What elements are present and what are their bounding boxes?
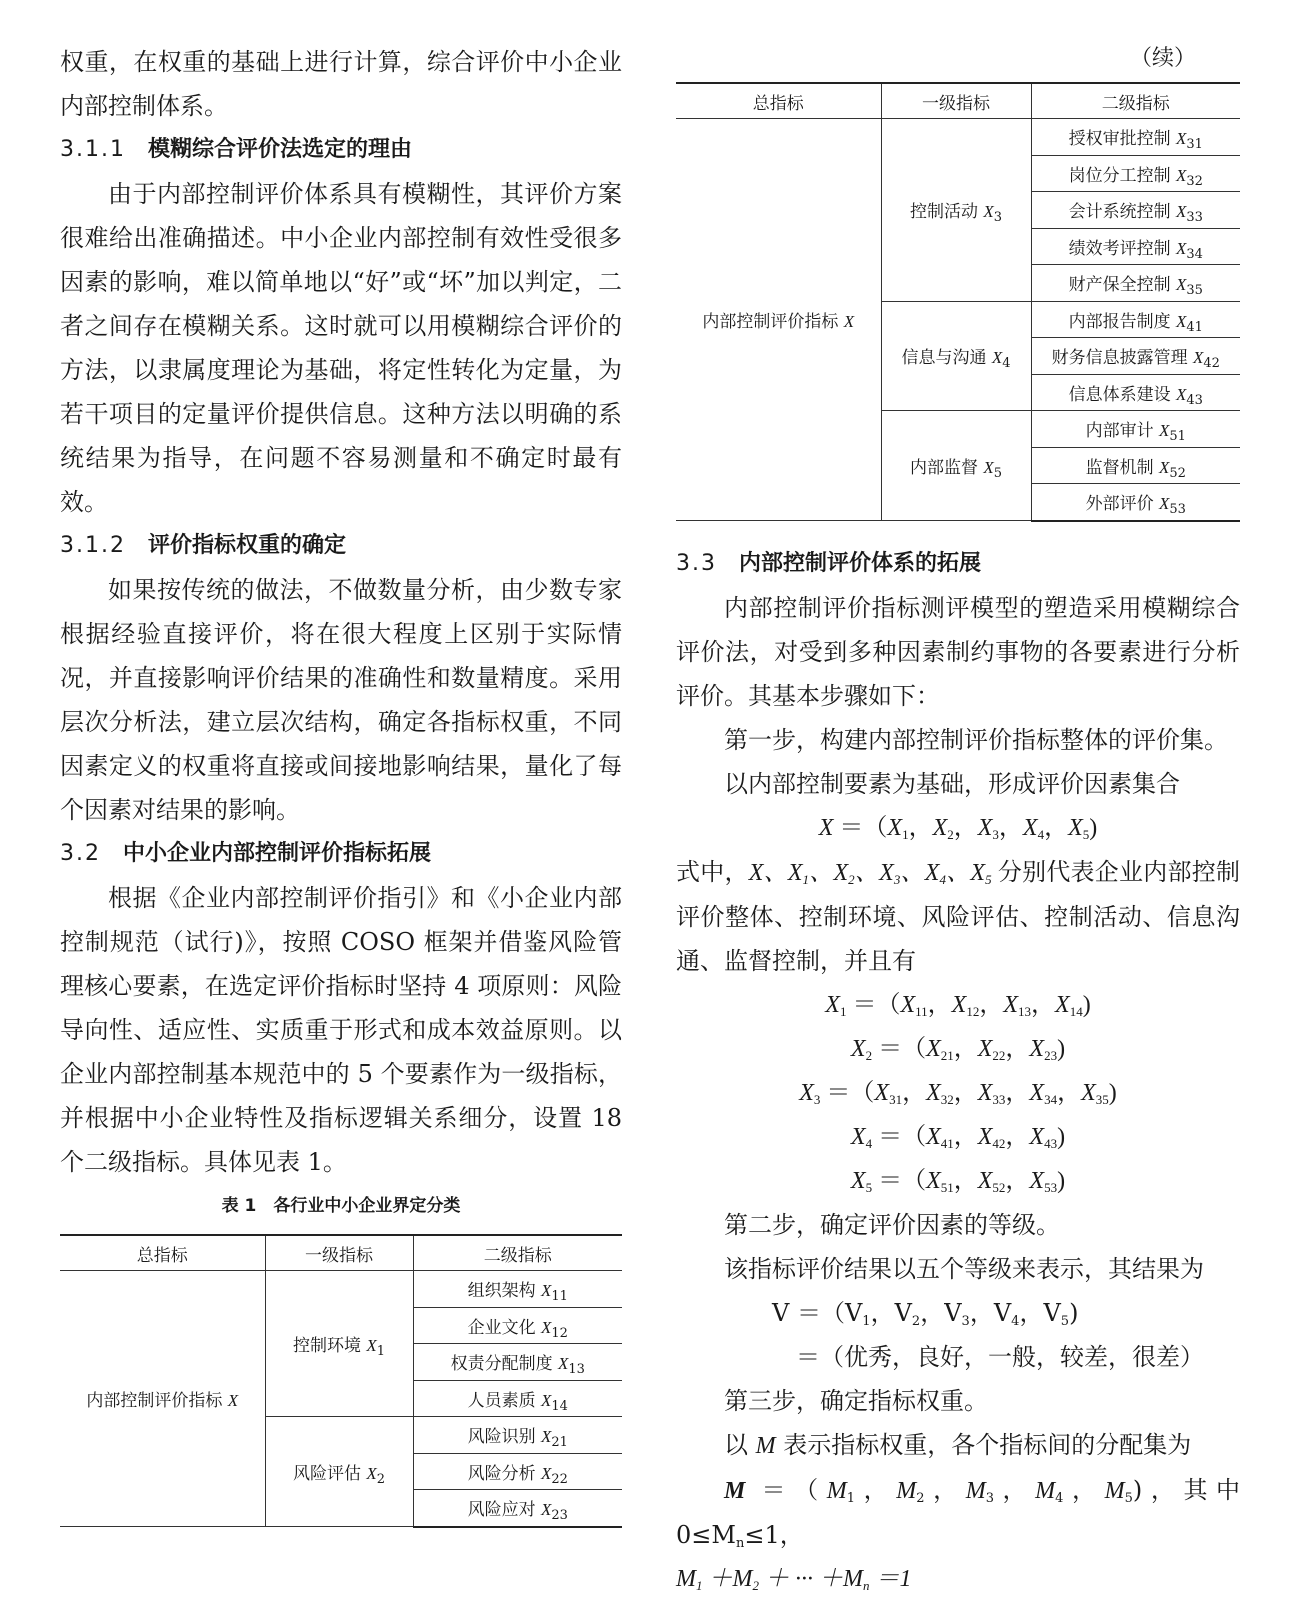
section-heading-3-1-2 (60, 524, 622, 568)
table-header-row (676, 83, 1240, 119)
equation-x1: $X_1 =(X_{11}$，$X_{12}$，$X_{13}$，$X_{14}$) (825, 991, 1091, 1019)
secondary-indicator-cell: 组织架构 $X_{11}$ (413, 1271, 622, 1308)
secondary-indicator-cell: 权责分配制度 $X_{13}$ (413, 1344, 622, 1381)
primary-indicator-cell: 信息与沟通 $X_4$ (881, 301, 1031, 411)
secondary-indicator-cell: 人员素质 $X_{14}$ (413, 1380, 622, 1417)
indicator-table-part1 (60, 1234, 622, 1528)
total-indicator-cell: 内部控制评价指标 X (60, 1271, 265, 1527)
secondary-indicator-cell: 会计系统控制 $X_{33}$ (1031, 192, 1240, 229)
section-number: 3.2 (60, 841, 101, 866)
equation-list (676, 983, 1240, 1203)
table-caption: 表 1 各行业中小企业界定分类 (221, 1196, 461, 1216)
secondary-indicator-cell: 风险识别 $X_{21}$ (413, 1417, 622, 1454)
secondary-indicator-cell: 内部审计 $X_{51}$ (1031, 411, 1240, 448)
table-header-cell: 二级指标 (413, 1235, 622, 1271)
secondary-indicator-cell: 风险应对 $X_{23}$ (413, 1490, 622, 1527)
section-number: 3.1.2 (60, 533, 126, 558)
section-number: 3.1.1 (60, 137, 126, 162)
primary-indicator-cell: 控制环境 $X_1$ (265, 1271, 413, 1417)
section-title: 中小企业内部控制评价指标拓展 (123, 841, 432, 866)
table-header-cell: 一级指标 (265, 1235, 413, 1271)
secondary-indicator-cell: 岗位分工控制 $X_{32}$ (1031, 155, 1240, 192)
step-3-detail (676, 1423, 1240, 1468)
step-3: 第三步，确定指标权重。 (724, 1386, 988, 1415)
section-title: 模糊综合评价法选定的理由 (147, 137, 412, 162)
step-2: 第二步，确定评价因素的等级。 (724, 1210, 1060, 1239)
table-header-cell: 一级指标 (881, 83, 1031, 119)
table-row (676, 119, 1240, 156)
equation-v-grades: ＝（优秀，良好，一般，较差，很差） (796, 1342, 1204, 1371)
equation-x2: $X_2 =(X_{21}$，$X_{22}$，$X_{23}$) (850, 1035, 1066, 1063)
intro-paragraph: 权重，在权重的基础上进行计算，综合评价中小企业内部控制体系。 (60, 48, 622, 120)
equation-x3: $X_3 =(X_{31}$，$X_{32}$，$X_{33}$，$X_{34}$，$X_{35}$) (799, 1079, 1117, 1107)
equation-m-set: $M =(M_1$，$M_2$，$M_3$，$M_4$，$M_5$)，其中 $0\le M_n\le 1$， (676, 1475, 1241, 1551)
primary-indicator-cell: 内部监督 $X_5$ (881, 411, 1031, 521)
section-title: 内部控制评价体系的拓展 (739, 550, 982, 576)
table-header-cell: 二级指标 (1031, 83, 1240, 119)
section-heading-3-2 (60, 832, 622, 876)
section-number: 3.3 (676, 550, 717, 576)
table-row (60, 1271, 622, 1308)
step-3-text: 表示指标权重，各个指标间的分配集为 (783, 1430, 1192, 1459)
step-1-detail: 以内部控制要素为基础，形成评价因素集合 (724, 769, 1180, 798)
equation-v-set: $V =(V_1$，$V_2$，$V_3$，$V_4$，$V_5$) (772, 1298, 1079, 1329)
secondary-indicator-cell: 监督机制 $X_{52}$ (1031, 447, 1240, 484)
equation-x5: $X_5 =(X_{51}$，$X_{52}$，$X_{53}$) (850, 1167, 1066, 1195)
step-2-detail: 该指标评价结果以五个等级来表示，其结果为 (724, 1254, 1204, 1283)
total-indicator-cell: 内部控制评价指标 X (676, 119, 881, 521)
step-3-lead: 以 (724, 1430, 748, 1459)
secondary-indicator-cell: 信息体系建设 $X_{43}$ (1031, 374, 1240, 411)
secondary-indicator-cell: 外部评价 $X_{53}$ (1031, 484, 1240, 521)
secondary-indicator-cell: 内部报告制度 $X_{41}$ (1031, 301, 1240, 338)
equation-sum: $M_1 +M_2$ ＋ ··· $+M_n =1$ (676, 1565, 912, 1593)
secondary-indicator-cell: 财务信息披露管理 $X_{42}$ (1031, 338, 1240, 375)
where-variables: X、$X_1$、$X_2$、$X_3$、$X_4$、$X_5$ (748, 859, 992, 887)
table-header-row (60, 1235, 622, 1271)
step-1: 第一步，构建内部控制评价指标整体的评价集。 (724, 725, 1228, 754)
where-paragraph (676, 850, 1240, 983)
where-lead: 式中， (676, 857, 749, 886)
secondary-indicator-cell: 授权审批控制 $X_{31}$ (1031, 119, 1240, 156)
paragraph-3-2: 根据《企业内部控制评价指引》和《小企业内部控制规范（试行)》，按照 COSO 框架并借鉴风险管理核心要素，在选定评价指标时坚持 4 项原则：风险导向性、适应性、实质重于形式和成本效益原则。以企业内部控制基本规范中的 5 个要素作为一级指标，并根据中小企业特性及指标逻辑关系细分，设置 18 个二级指标。具体见表 1。 (60, 884, 622, 1176)
paragraph-3-1-1: 由于内部控制评价体系具有模糊性，其评价方案很难给出准确描述。中小企业内部控制有效性受很多因素的影响，难以简单地以“好”或“坏”加以判定，二者之间存在模糊关系。这时就可以用模糊综合评价的方法，以隶属度理论为基础，将定性转化为定量，为若干项目的定量评价提供信息。这种方法以明确的系统结果为指导，在问题不容易测量和不确定时最有效。 (60, 180, 622, 516)
equation-x-set: $X =(X_1$，$X_2$，$X_3$，$X_4$，$X_5$) (818, 814, 1098, 842)
paragraph-3-3: 内部控制评价指标测评模型的塑造采用模糊综合评价法，对受到多种因素制约事物的各要素进行分析评价。其基本步骤如下： (676, 593, 1240, 710)
section-heading-3-1-1 (60, 128, 622, 172)
indicator-table-part2 (676, 82, 1240, 522)
secondary-indicator-cell: 风险分析 $X_{22}$ (413, 1453, 622, 1490)
where-text: 分别代表企业内部控制评价整体、控制环境、风险评估、控制活动、信息沟通、监督控制，并且有 (676, 857, 1240, 975)
equation-x4: $X_4 =(X_{41}$，$X_{42}$，$X_{43}$) (850, 1123, 1066, 1151)
table-continued-label: （续） (1129, 46, 1196, 71)
primary-indicator-cell: 风险评估 $X_2$ (265, 1417, 413, 1527)
right-column (676, 0, 1240, 1601)
section-heading-3-3 (676, 542, 1240, 586)
secondary-indicator-cell: 绩效考评控制 $X_{34}$ (1031, 228, 1240, 265)
secondary-indicator-cell: 企业文化 $X_{12}$ (413, 1307, 622, 1344)
paragraph-3-1-2: 如果按传统的做法，不做数量分析，由少数专家根据经验直接评价，将在很大程度上区别于实际情况，并直接影响评价结果的准确性和数量精度。采用层次分析法，建立层次结构，确定各指标权重，不同因素定义的权重将直接或间接地影响结果，量化了每个因素对结果的影响。 (60, 576, 622, 824)
primary-indicator-cell: 控制活动 $X_3$ (881, 119, 1031, 302)
left-column (60, 0, 622, 1528)
table-header-cell: 总指标 (676, 83, 881, 119)
secondary-indicator-cell: 财产保全控制 $X_{35}$ (1031, 265, 1240, 302)
weight-variable: M (755, 1432, 776, 1459)
section-title: 评价指标权重的确定 (147, 533, 346, 558)
table-header-cell: 总指标 (60, 1235, 265, 1271)
